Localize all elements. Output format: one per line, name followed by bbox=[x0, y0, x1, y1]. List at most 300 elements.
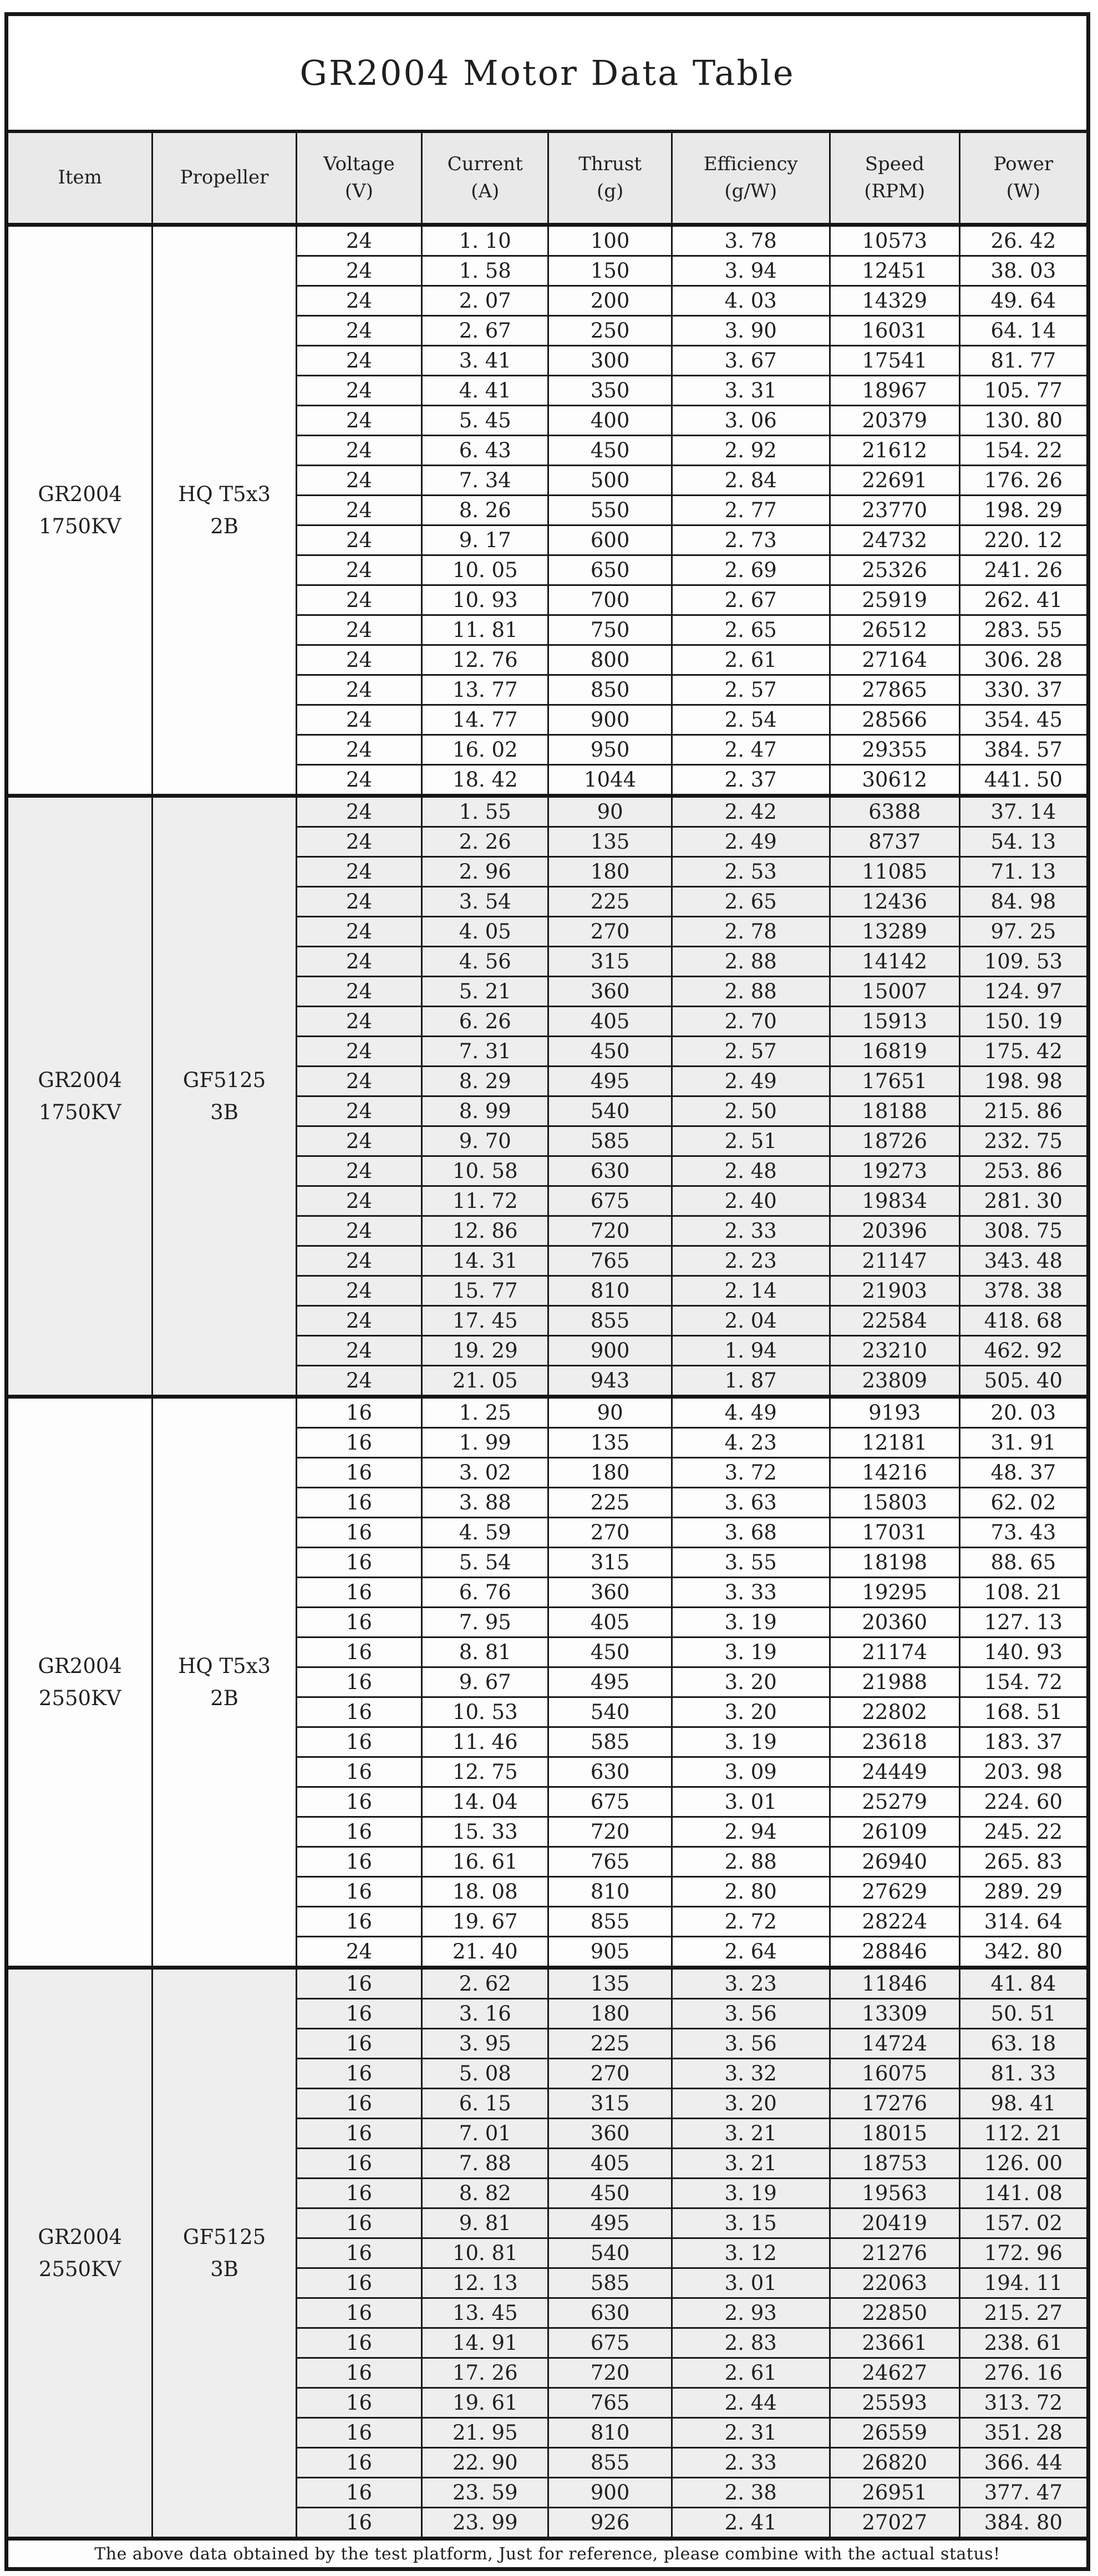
cell-power: 342. 80 bbox=[959, 1937, 1088, 1968]
cell-current: 4. 59 bbox=[422, 1518, 548, 1548]
cell-thrust: 585 bbox=[548, 1126, 672, 1156]
cell-current: 1. 10 bbox=[422, 225, 548, 256]
cell-thrust: 810 bbox=[548, 2418, 672, 2448]
cell-speed: 6388 bbox=[830, 796, 959, 827]
cell-power: 198. 98 bbox=[959, 1067, 1088, 1096]
cell-speed: 26820 bbox=[830, 2448, 959, 2478]
cell-thrust: 630 bbox=[548, 2298, 672, 2328]
cell-power: 50. 51 bbox=[959, 1999, 1088, 2029]
cell-power: 384. 80 bbox=[959, 2508, 1088, 2539]
cell-speed: 27027 bbox=[830, 2508, 959, 2539]
cell-thrust: 90 bbox=[548, 796, 672, 827]
cell-voltage: 16 bbox=[296, 2478, 421, 2508]
cell-thrust: 810 bbox=[548, 1276, 672, 1306]
col-header-unit: (RPM) bbox=[864, 180, 926, 202]
cell-voltage: 16 bbox=[296, 2388, 421, 2418]
col-header-label: Current bbox=[447, 152, 523, 175]
cell-current: 18. 42 bbox=[422, 765, 548, 796]
cell-thrust: 250 bbox=[548, 316, 672, 346]
cell-thrust: 585 bbox=[548, 2268, 672, 2298]
cell-speed: 9193 bbox=[830, 1397, 959, 1428]
cell-efficiency: 2. 70 bbox=[672, 1007, 830, 1037]
cell-power: 314. 64 bbox=[959, 1907, 1088, 1937]
cell-thrust: 270 bbox=[548, 917, 672, 947]
cell-speed: 16031 bbox=[830, 316, 959, 346]
cell-voltage: 24 bbox=[296, 316, 421, 346]
cell-thrust: 1044 bbox=[548, 765, 672, 796]
cell-speed: 23770 bbox=[830, 496, 959, 526]
cell-thrust: 765 bbox=[548, 1246, 672, 1276]
cell-speed: 23809 bbox=[830, 1366, 959, 1397]
cell-efficiency: 1. 94 bbox=[672, 1336, 830, 1366]
cell-thrust: 225 bbox=[548, 887, 672, 917]
cell-thrust: 540 bbox=[548, 1096, 672, 1126]
cell-voltage: 24 bbox=[296, 1366, 421, 1397]
cell-speed: 27865 bbox=[830, 675, 959, 705]
cell-thrust: 900 bbox=[548, 1336, 672, 1366]
cell-efficiency: 2. 50 bbox=[672, 1096, 830, 1126]
item-cell-line: 2550KV bbox=[38, 1686, 121, 1710]
cell-thrust: 855 bbox=[548, 1306, 672, 1336]
cell-thrust: 270 bbox=[548, 1518, 672, 1548]
cell-power: 265. 83 bbox=[959, 1847, 1088, 1877]
cell-power: 175. 42 bbox=[959, 1037, 1088, 1067]
cell-speed: 22802 bbox=[830, 1697, 959, 1727]
cell-efficiency: 2. 49 bbox=[672, 827, 830, 857]
col-header-propeller bbox=[152, 131, 296, 225]
cell-current: 5. 08 bbox=[422, 2059, 548, 2089]
cell-speed: 26109 bbox=[830, 1817, 959, 1847]
cell-thrust: 350 bbox=[548, 376, 672, 406]
cell-current: 19. 61 bbox=[422, 2388, 548, 2418]
cell-thrust: 180 bbox=[548, 857, 672, 887]
item-cell-line: 1750KV bbox=[38, 514, 121, 538]
col-header-label: Efficiency bbox=[703, 152, 798, 175]
cell-voltage: 16 bbox=[296, 1847, 421, 1877]
cell-power: 112. 21 bbox=[959, 2119, 1088, 2149]
cell-speed: 30612 bbox=[830, 765, 959, 796]
cell-thrust: 100 bbox=[548, 225, 672, 256]
cell-thrust: 675 bbox=[548, 2328, 672, 2358]
cell-current: 9. 67 bbox=[422, 1667, 548, 1697]
cell-power: 232. 75 bbox=[959, 1126, 1088, 1156]
cell-efficiency: 3. 90 bbox=[672, 316, 830, 346]
cell-thrust: 675 bbox=[548, 1787, 672, 1817]
cell-speed: 25919 bbox=[830, 585, 959, 615]
cell-thrust: 500 bbox=[548, 466, 672, 496]
cell-speed: 21612 bbox=[830, 436, 959, 466]
cell-power: 127. 13 bbox=[959, 1608, 1088, 1638]
cell-power: 84. 98 bbox=[959, 887, 1088, 917]
cell-voltage: 24 bbox=[296, 1096, 421, 1126]
cell-efficiency: 3. 31 bbox=[672, 376, 830, 406]
cell-thrust: 950 bbox=[548, 735, 672, 765]
cell-speed: 27164 bbox=[830, 645, 959, 675]
cell-efficiency: 2. 88 bbox=[672, 947, 830, 977]
cell-thrust: 855 bbox=[548, 2448, 672, 2478]
cell-efficiency: 2. 57 bbox=[672, 1037, 830, 1067]
cell-current: 7. 34 bbox=[422, 466, 548, 496]
cell-voltage: 24 bbox=[296, 977, 421, 1007]
cell-thrust: 810 bbox=[548, 1877, 672, 1907]
cell-efficiency: 4. 49 bbox=[672, 1397, 830, 1428]
cell-current: 19. 67 bbox=[422, 1907, 548, 1937]
cell-voltage: 24 bbox=[296, 436, 421, 466]
cell-efficiency: 3. 33 bbox=[672, 1578, 830, 1608]
title-row bbox=[7, 14, 1089, 132]
cell-power: 20. 03 bbox=[959, 1397, 1088, 1428]
cell-voltage: 24 bbox=[296, 1246, 421, 1276]
cell-speed: 20396 bbox=[830, 1216, 959, 1246]
cell-thrust: 450 bbox=[548, 1037, 672, 1067]
cell-current: 3. 95 bbox=[422, 2029, 548, 2059]
cell-speed: 17031 bbox=[830, 1518, 959, 1548]
cell-voltage: 24 bbox=[296, 1306, 421, 1336]
cell-efficiency: 2. 33 bbox=[672, 2448, 830, 2478]
item-cell-line: 2550KV bbox=[38, 2257, 121, 2281]
cell-efficiency: 2. 48 bbox=[672, 1156, 830, 1186]
cell-speed: 12436 bbox=[830, 887, 959, 917]
header-row bbox=[7, 131, 1089, 225]
cell-thrust: 405 bbox=[548, 1007, 672, 1037]
cell-voltage: 16 bbox=[296, 2119, 421, 2149]
cell-speed: 24449 bbox=[830, 1757, 959, 1787]
cell-thrust: 200 bbox=[548, 286, 672, 316]
cell-voltage: 16 bbox=[296, 2328, 421, 2358]
cell-power: 183. 37 bbox=[959, 1727, 1088, 1757]
cell-thrust: 540 bbox=[548, 2238, 672, 2268]
table-row bbox=[7, 225, 1089, 256]
cell-power: 276. 16 bbox=[959, 2358, 1088, 2388]
cell-power: 351. 28 bbox=[959, 2418, 1088, 2448]
cell-speed: 12181 bbox=[830, 1428, 959, 1458]
cell-thrust: 720 bbox=[548, 2358, 672, 2388]
cell-power: 141. 08 bbox=[959, 2179, 1088, 2208]
cell-voltage: 16 bbox=[296, 1817, 421, 1847]
cell-current: 10. 81 bbox=[422, 2238, 548, 2268]
cell-voltage: 24 bbox=[296, 585, 421, 615]
cell-thrust: 315 bbox=[548, 947, 672, 977]
cell-power: 54. 13 bbox=[959, 827, 1088, 857]
cell-speed: 15913 bbox=[830, 1007, 959, 1037]
cell-speed: 25593 bbox=[830, 2388, 959, 2418]
item-cell-section-2 bbox=[7, 796, 152, 1397]
cell-voltage: 16 bbox=[296, 1397, 421, 1428]
page-title: GR2004 Motor Data Table bbox=[7, 14, 1089, 132]
cell-efficiency: 2. 33 bbox=[672, 1216, 830, 1246]
cell-speed: 26559 bbox=[830, 2418, 959, 2448]
cell-speed: 22691 bbox=[830, 466, 959, 496]
cell-speed: 28846 bbox=[830, 1937, 959, 1968]
cell-current: 12. 75 bbox=[422, 1757, 548, 1787]
motor-data-table bbox=[4, 12, 1090, 2571]
cell-voltage: 24 bbox=[296, 1037, 421, 1067]
cell-voltage: 16 bbox=[296, 1877, 421, 1907]
cell-voltage: 16 bbox=[296, 1999, 421, 2029]
cell-voltage: 16 bbox=[296, 1638, 421, 1667]
cell-power: 154. 22 bbox=[959, 436, 1088, 466]
cell-power: 140. 93 bbox=[959, 1638, 1088, 1667]
cell-current: 7. 01 bbox=[422, 2119, 548, 2149]
cell-power: 126. 00 bbox=[959, 2149, 1088, 2179]
cell-power: 26. 42 bbox=[959, 225, 1088, 256]
cell-current: 9. 70 bbox=[422, 1126, 548, 1156]
cell-speed: 28566 bbox=[830, 705, 959, 735]
cell-voltage: 16 bbox=[296, 2418, 421, 2448]
cell-efficiency: 2. 72 bbox=[672, 1907, 830, 1937]
cell-power: 49. 64 bbox=[959, 286, 1088, 316]
cell-current: 2. 26 bbox=[422, 827, 548, 857]
cell-current: 1. 99 bbox=[422, 1428, 548, 1458]
cell-voltage: 24 bbox=[296, 555, 421, 585]
cell-power: 124. 97 bbox=[959, 977, 1088, 1007]
cell-efficiency: 1. 87 bbox=[672, 1366, 830, 1397]
cell-speed: 26512 bbox=[830, 615, 959, 645]
cell-current: 8. 82 bbox=[422, 2179, 548, 2208]
cell-thrust: 675 bbox=[548, 1186, 672, 1216]
cell-voltage: 24 bbox=[296, 256, 421, 286]
cell-power: 31. 91 bbox=[959, 1428, 1088, 1458]
cell-power: 154. 72 bbox=[959, 1667, 1088, 1697]
cell-efficiency: 2. 93 bbox=[672, 2298, 830, 2328]
col-header-unit: (g) bbox=[596, 180, 624, 202]
cell-current: 16. 02 bbox=[422, 735, 548, 765]
cell-voltage: 24 bbox=[296, 1126, 421, 1156]
cell-power: 130. 80 bbox=[959, 406, 1088, 436]
cell-power: 81. 33 bbox=[959, 2059, 1088, 2089]
cell-power: 441. 50 bbox=[959, 765, 1088, 796]
cell-current: 23. 99 bbox=[422, 2508, 548, 2539]
cell-speed: 29355 bbox=[830, 735, 959, 765]
cell-speed: 22584 bbox=[830, 1306, 959, 1336]
cell-power: 289. 29 bbox=[959, 1877, 1088, 1907]
item-cell-section-4 bbox=[7, 1968, 152, 2539]
cell-current: 17. 45 bbox=[422, 1306, 548, 1336]
cell-current: 8. 29 bbox=[422, 1067, 548, 1096]
cell-speed: 25326 bbox=[830, 555, 959, 585]
cell-speed: 23210 bbox=[830, 1336, 959, 1366]
cell-voltage: 16 bbox=[296, 2508, 421, 2539]
cell-thrust: 943 bbox=[548, 1366, 672, 1397]
cell-speed: 18726 bbox=[830, 1126, 959, 1156]
cell-voltage: 16 bbox=[296, 1458, 421, 1488]
cell-power: 462. 92 bbox=[959, 1336, 1088, 1366]
cell-speed: 19273 bbox=[830, 1156, 959, 1186]
cell-power: 308. 75 bbox=[959, 1216, 1088, 1246]
cell-efficiency: 3. 09 bbox=[672, 1757, 830, 1787]
cell-current: 1. 55 bbox=[422, 796, 548, 827]
cell-current: 5. 45 bbox=[422, 406, 548, 436]
cell-current: 19. 29 bbox=[422, 1336, 548, 1366]
col-header-label: Item bbox=[58, 166, 102, 189]
cell-speed: 11085 bbox=[830, 857, 959, 887]
cell-power: 157. 02 bbox=[959, 2208, 1088, 2238]
cell-current: 15. 33 bbox=[422, 1817, 548, 1847]
cell-current: 2. 67 bbox=[422, 316, 548, 346]
cell-voltage: 24 bbox=[296, 466, 421, 496]
cell-speed: 19563 bbox=[830, 2179, 959, 2208]
cell-current: 18. 08 bbox=[422, 1877, 548, 1907]
cell-current: 12. 86 bbox=[422, 1216, 548, 1246]
cell-current: 5. 21 bbox=[422, 977, 548, 1007]
cell-power: 73. 43 bbox=[959, 1518, 1088, 1548]
cell-efficiency: 3. 19 bbox=[672, 1727, 830, 1757]
cell-power: 109. 53 bbox=[959, 947, 1088, 977]
cell-thrust: 450 bbox=[548, 1638, 672, 1667]
cell-efficiency: 3. 56 bbox=[672, 2029, 830, 2059]
cell-thrust: 630 bbox=[548, 1757, 672, 1787]
cell-power: 418. 68 bbox=[959, 1306, 1088, 1336]
cell-voltage: 16 bbox=[296, 1428, 421, 1458]
cell-power: 378. 38 bbox=[959, 1276, 1088, 1306]
cell-speed: 24732 bbox=[830, 526, 959, 555]
cell-voltage: 24 bbox=[296, 286, 421, 316]
cell-current: 13. 45 bbox=[422, 2298, 548, 2328]
cell-efficiency: 2. 44 bbox=[672, 2388, 830, 2418]
col-header-unit: (g/W) bbox=[724, 180, 777, 202]
cell-voltage: 24 bbox=[296, 947, 421, 977]
propeller-cell-section-2 bbox=[152, 796, 296, 1397]
cell-current: 3. 16 bbox=[422, 1999, 548, 2029]
item-cell-section-1 bbox=[7, 225, 152, 796]
cell-thrust: 550 bbox=[548, 496, 672, 526]
cell-voltage: 16 bbox=[296, 1968, 421, 1999]
cell-current: 21. 05 bbox=[422, 1366, 548, 1397]
cell-voltage: 24 bbox=[296, 346, 421, 376]
cell-voltage: 16 bbox=[296, 1727, 421, 1757]
cell-current: 2. 96 bbox=[422, 857, 548, 887]
cell-efficiency: 2. 67 bbox=[672, 585, 830, 615]
cell-thrust: 405 bbox=[548, 2149, 672, 2179]
cell-current: 5. 54 bbox=[422, 1548, 548, 1578]
cell-efficiency: 2. 92 bbox=[672, 436, 830, 466]
cell-speed: 21147 bbox=[830, 1246, 959, 1276]
cell-thrust: 495 bbox=[548, 1667, 672, 1697]
cell-thrust: 400 bbox=[548, 406, 672, 436]
cell-speed: 27629 bbox=[830, 1877, 959, 1907]
cell-voltage: 16 bbox=[296, 2448, 421, 2478]
cell-efficiency: 3. 55 bbox=[672, 1548, 830, 1578]
cell-voltage: 16 bbox=[296, 1518, 421, 1548]
cell-speed: 17651 bbox=[830, 1067, 959, 1096]
cell-efficiency: 2. 41 bbox=[672, 2508, 830, 2539]
cell-power: 262. 41 bbox=[959, 585, 1088, 615]
cell-efficiency: 2. 73 bbox=[672, 526, 830, 555]
cell-power: 105. 77 bbox=[959, 376, 1088, 406]
cell-thrust: 765 bbox=[548, 1847, 672, 1877]
item-cell-line: GR2004 bbox=[38, 1068, 122, 1093]
cell-efficiency: 3. 19 bbox=[672, 1638, 830, 1667]
cell-power: 366. 44 bbox=[959, 2448, 1088, 2478]
cell-power: 48. 37 bbox=[959, 1458, 1088, 1488]
cell-voltage: 16 bbox=[296, 1488, 421, 1518]
propeller-cell-line: HQ T5x3 bbox=[178, 1654, 271, 1679]
cell-voltage: 24 bbox=[296, 1067, 421, 1096]
cell-thrust: 750 bbox=[548, 615, 672, 645]
cell-speed: 14329 bbox=[830, 286, 959, 316]
cell-current: 6. 43 bbox=[422, 436, 548, 466]
cell-voltage: 16 bbox=[296, 2208, 421, 2238]
col-header-unit: (V) bbox=[344, 180, 374, 202]
cell-speed: 26951 bbox=[830, 2478, 959, 2508]
cell-thrust: 855 bbox=[548, 1907, 672, 1937]
cell-thrust: 600 bbox=[548, 526, 672, 555]
cell-voltage: 24 bbox=[296, 376, 421, 406]
cell-efficiency: 2. 94 bbox=[672, 1817, 830, 1847]
cell-efficiency: 2. 31 bbox=[672, 2418, 830, 2448]
cell-power: 176. 26 bbox=[959, 466, 1088, 496]
cell-thrust: 630 bbox=[548, 1156, 672, 1186]
cell-efficiency: 2. 83 bbox=[672, 2328, 830, 2358]
cell-speed: 18015 bbox=[830, 2119, 959, 2149]
cell-thrust: 225 bbox=[548, 1488, 672, 1518]
cell-thrust: 360 bbox=[548, 1578, 672, 1608]
cell-speed: 20379 bbox=[830, 406, 959, 436]
cell-power: 306. 28 bbox=[959, 645, 1088, 675]
col-header-unit: (W) bbox=[1006, 180, 1041, 202]
cell-current: 3. 54 bbox=[422, 887, 548, 917]
cell-speed: 15803 bbox=[830, 1488, 959, 1518]
cell-speed: 18967 bbox=[830, 376, 959, 406]
cell-voltage: 16 bbox=[296, 1608, 421, 1638]
cell-efficiency: 3. 21 bbox=[672, 2119, 830, 2149]
cell-efficiency: 3. 20 bbox=[672, 1667, 830, 1697]
cell-current: 6. 76 bbox=[422, 1578, 548, 1608]
cell-power: 283. 55 bbox=[959, 615, 1088, 645]
cell-power: 224. 60 bbox=[959, 1787, 1088, 1817]
cell-efficiency: 4. 23 bbox=[672, 1428, 830, 1458]
cell-voltage: 16 bbox=[296, 1548, 421, 1578]
cell-efficiency: 2. 38 bbox=[672, 2478, 830, 2508]
cell-speed: 8737 bbox=[830, 827, 959, 857]
cell-power: 343. 48 bbox=[959, 1246, 1088, 1276]
col-header-current bbox=[422, 131, 548, 225]
cell-voltage: 24 bbox=[296, 496, 421, 526]
propeller-cell-line: HQ T5x3 bbox=[178, 482, 271, 507]
cell-power: 198. 29 bbox=[959, 496, 1088, 526]
cell-current: 16. 61 bbox=[422, 1847, 548, 1877]
propeller-cell-line: GF5125 bbox=[182, 2225, 266, 2249]
cell-efficiency: 2. 14 bbox=[672, 1276, 830, 1306]
cell-current: 10. 05 bbox=[422, 555, 548, 585]
cell-current: 21. 40 bbox=[422, 1937, 548, 1968]
cell-current: 11. 72 bbox=[422, 1186, 548, 1216]
cell-voltage: 24 bbox=[296, 917, 421, 947]
cell-current: 10. 93 bbox=[422, 585, 548, 615]
cell-speed: 19295 bbox=[830, 1578, 959, 1608]
cell-efficiency: 3. 72 bbox=[672, 1458, 830, 1488]
cell-speed: 14724 bbox=[830, 2029, 959, 2059]
cell-speed: 28224 bbox=[830, 1907, 959, 1937]
cell-current: 7. 95 bbox=[422, 1608, 548, 1638]
cell-voltage: 24 bbox=[296, 675, 421, 705]
cell-power: 330. 37 bbox=[959, 675, 1088, 705]
cell-thrust: 150 bbox=[548, 256, 672, 286]
cell-speed: 22850 bbox=[830, 2298, 959, 2328]
cell-speed: 25279 bbox=[830, 1787, 959, 1817]
cell-efficiency: 2. 54 bbox=[672, 705, 830, 735]
cell-power: 238. 61 bbox=[959, 2328, 1088, 2358]
cell-efficiency: 2. 23 bbox=[672, 1246, 830, 1276]
cell-speed: 21903 bbox=[830, 1276, 959, 1306]
cell-voltage: 24 bbox=[296, 887, 421, 917]
cell-thrust: 720 bbox=[548, 1216, 672, 1246]
cell-voltage: 16 bbox=[296, 1697, 421, 1727]
col-header-label: Speed bbox=[865, 152, 924, 175]
cell-power: 194. 11 bbox=[959, 2268, 1088, 2298]
propeller-cell-section-3 bbox=[152, 1397, 296, 1968]
table-head bbox=[7, 14, 1089, 225]
